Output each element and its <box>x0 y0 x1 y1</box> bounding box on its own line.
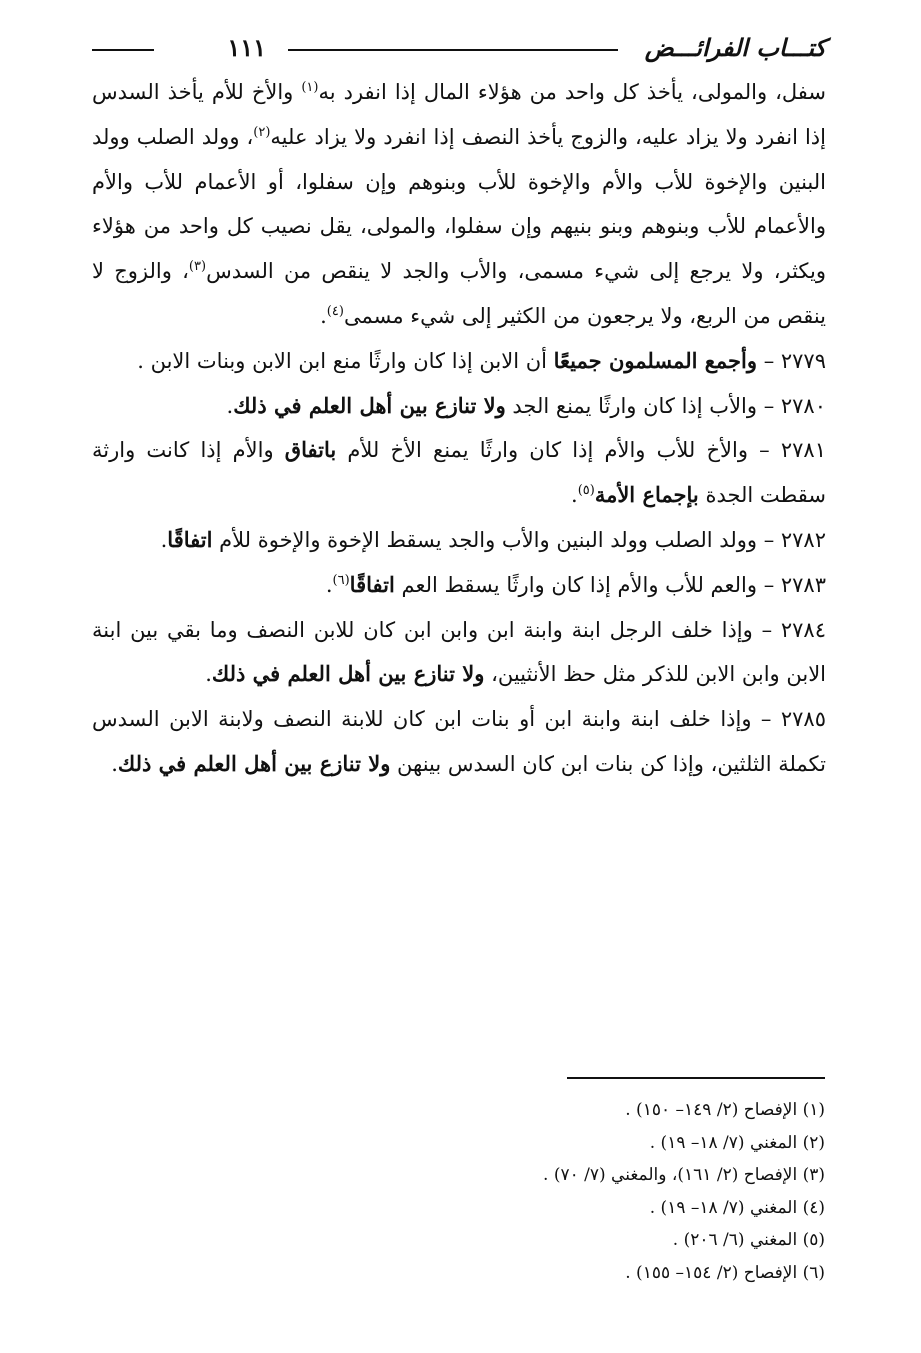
paragraph <box>92 70 826 339</box>
text-run: ٢٧٨٠ – والأب إذا كان وارثًا يمنع الجد <box>505 393 826 418</box>
footnote-marker: (٥) <box>577 483 595 499</box>
footnote-marker: (٤) <box>326 303 344 319</box>
text-run: سفل، والمولى، يأخذ كل واحد من هؤلاء المال إذا انفرد به <box>318 80 827 104</box>
bold-phrase: اتفاقًا <box>349 571 395 597</box>
text-run: . <box>226 393 234 418</box>
footnote-marker: (٢) <box>253 124 271 140</box>
footnote-separator <box>567 1077 825 1079</box>
bold-phrase: ولا تنازع بين أهل العلم في ذلك <box>211 661 485 687</box>
text-run: والأم إذا كانت وارثة سقطت الجدة <box>92 438 826 508</box>
paragraph <box>92 518 826 563</box>
text-run: ٢٧٨٥ – وإذا خلف ابنة وابنة ابن أو بنات ابن كان للابنة النصف ولابنة الابن السدس تكملة الثلثين، وإذا كن بنات ابن كان السدس بينهن <box>92 707 826 776</box>
text-run: . <box>325 572 333 597</box>
running-header <box>92 28 826 68</box>
header-rule <box>288 49 618 51</box>
text-run: . <box>320 303 327 328</box>
footnote-5: (٥) المغني (٦/ ٢٠٦) . <box>672 1230 825 1250</box>
paragraph <box>92 339 826 384</box>
paragraph <box>92 428 826 518</box>
paragraph <box>92 608 826 698</box>
text-run: ٢٧٨٢ – وولد الصلب وولد البنين والأب والجد يسقط الإخوة والإخوة للأم <box>212 527 826 552</box>
bold-phrase: بإجماع الأمة <box>594 482 699 508</box>
bold-phrase: وأجمع المسلمون جميعًا <box>553 347 758 373</box>
footnote-marker: (١) <box>301 80 319 95</box>
footnote-marker: (٣) <box>188 259 207 275</box>
text-run: ، وولد الصلب وولد البنين والإخوة للأب والأم والإخوة للأب وبنوهم وإن سفلوا، أو الأعمام للأب والأم والأعمام للأب وبنوهم وبنو بنيهم وإن سفلوا، والمولى، يقل نصيب كل واحد من هؤلاء ويكثر، ولا يرجع إلى شيء مسمى، والأب والجد لا ينقص من السدس <box>92 124 826 284</box>
text-run: ٢٧٨٤ – وإذا خلف الرجل ابنة وابنة ابن وابن ابن كان للابن النصف وما بقي بين ابنة الابن وابن الابن للذكر مثل حظ الأنثيين، <box>92 617 826 687</box>
bold-phrase: ولا تنازع بين أهل العلم في ذلك <box>117 750 391 776</box>
header-rule-end <box>92 49 154 51</box>
footnote-4: (٤) المغني (٧/ ١٨– ١٩) . <box>649 1197 825 1218</box>
book-title: كتـــاب الفرائـــض <box>644 33 826 62</box>
text-run: ، والزوج لا ينقص من الربع، ولا يرجعون من الكثير إلى شيء مسمى <box>92 259 826 328</box>
text-run: ٢٧٧٩ – <box>757 348 826 373</box>
text-run: . <box>111 751 118 776</box>
footnote-2: (٢) المغني (٧/ ١٨– ١٩) . <box>649 1132 825 1153</box>
paragraph <box>92 563 826 608</box>
text-run: أن الابن إذا كان وارثًا منع ابن الابن وبنات الابن . <box>137 348 554 373</box>
bold-phrase: باتفاق <box>284 437 337 463</box>
bold-phrase: اتفاقًا <box>167 526 213 552</box>
paragraph <box>92 697 826 787</box>
text-run: والأخ للأم يأخذ السدس إذا انفرد ولا يزاد عليه، والزوج يأخذ النصف إذا انفرد ولا يزاد عليه <box>92 80 826 149</box>
footnote-6: (٦) الإفصاح (٢/ ١٥٤– ١٥٥) . <box>625 1262 825 1283</box>
text-run: . <box>160 527 168 552</box>
text-run: . <box>205 662 212 687</box>
footnotes <box>185 1094 825 1289</box>
paragraph <box>92 384 826 429</box>
text-run: . <box>571 483 578 508</box>
text-run: ٢٧٨٣ – والعم للأب والأم إذا كان وارثًا يسقط العم <box>394 572 826 597</box>
text-run: ٢٧٨١ – والأخ للأب والأم إذا كان وارثًا يمنع الأخ للأم <box>336 438 826 463</box>
footnote-3: (٣) الإفصاح (٢/ ١٦١)، والمغني (٧/ ٧٠) . <box>543 1165 825 1185</box>
bold-phrase: ولا تنازع بين أهل العلم في ذلك <box>233 392 506 418</box>
page-number: ١١١ <box>227 33 266 62</box>
footnote-1: (١) الإفصاح (٢/ ١٤٩– ١٥٠) . <box>625 1100 825 1120</box>
footnote-marker: (٦) <box>332 572 350 588</box>
main-text <box>92 70 826 787</box>
